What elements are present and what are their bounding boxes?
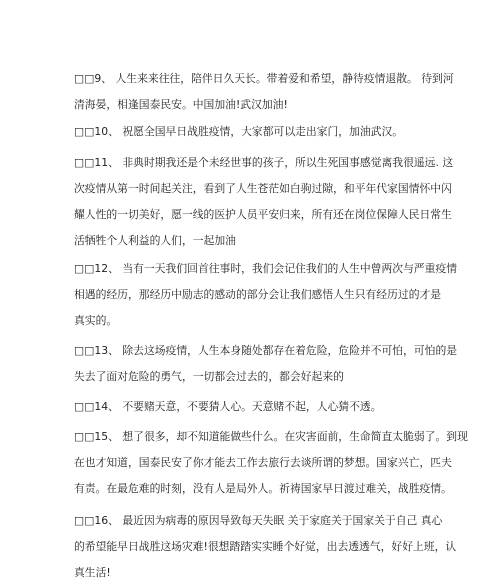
paragraph-14 — [74, 394, 444, 420]
paragraph-line: 次疫情从第一时间起关注，看到了人生苍茫如白驹过隙，和平年代家国情怀中闪 — [74, 182, 452, 195]
paragraph-line: 失去了面对危险的勇气，一切都会过去的，都会好起来的 — [74, 370, 344, 383]
paragraph-line: 有责。在最危难的时刻，没有人是局外人。祈祷国家早日渡过难关，战胜疫情。 — [74, 482, 452, 495]
paragraph-line: 清海晏，相逢国泰民安。中国加油!武汉加油! — [74, 98, 288, 111]
paragraph-16 — [74, 508, 457, 586]
paragraph-line: □□14、 不要赌天意，不要猜人心。天意赌不起，人心猜不透。 — [74, 400, 382, 413]
paragraph-11 — [74, 150, 454, 254]
paragraph-line: □□10、 祝愿全国早日战胜疫情，大家都可以走出家门，加油武汉。 — [74, 125, 404, 138]
paragraph-line: 在也才知道，国泰民安了你才能去工作去旅行去谈所谓的梦想。国家兴亡，匹夫 — [74, 456, 452, 469]
paragraph-line: 真生活! — [74, 566, 111, 579]
paragraph-line: □□15、 想了很多，却不知道能做些什么。在灾害面前，生命简直太脆弱了。到现 — [74, 430, 468, 443]
paragraph-line: 的希望能早日战胜这场灾难!很想踏踏实实睡个好觉，出去透透气，好好上班，认 — [74, 540, 457, 553]
paragraph-line: □□13、 除去这场疫情，人生本身随处都存在着危险，危险并不可怕，可怕的是 — [74, 344, 458, 357]
paragraph-line: □□9、 人生来来往往，陪伴日久天长。带着爱和希望，静待疫情退散。 待到河 — [74, 72, 454, 85]
paragraph-line: □□16、 最近因为病毒的原因导致每天失眠 关于家庭关于国家关于自己 真心 — [74, 514, 443, 527]
paragraph-line: 活牺牲个人利益的人们，一起加油 — [74, 234, 236, 247]
paragraph-line: 耀人性的一切美好，愿一线的医护人员平安归来，所有还在岗位保障人民日常生 — [74, 208, 452, 221]
paragraph-10 — [74, 119, 444, 145]
paragraph-9 — [74, 66, 454, 118]
paragraph-line: □□11、 非典时期我还是个未经世事的孩子，所以生死国事感觉离我很遥远. 这 — [74, 156, 454, 169]
paragraph-13 — [74, 338, 458, 390]
paragraph-15 — [74, 424, 468, 502]
paragraph-line: 真实的。 — [74, 314, 118, 327]
paragraph-line: 相遇的经历，那经历中励志的感动的部分会让我们感悟人生只有经历过的才是 — [74, 288, 442, 301]
paragraph-12 — [74, 256, 458, 334]
paragraph-line: □□12、 当有一天我们回首往事时，我们会记住我们的人生中曾两次与严重疫情 — [74, 262, 458, 275]
